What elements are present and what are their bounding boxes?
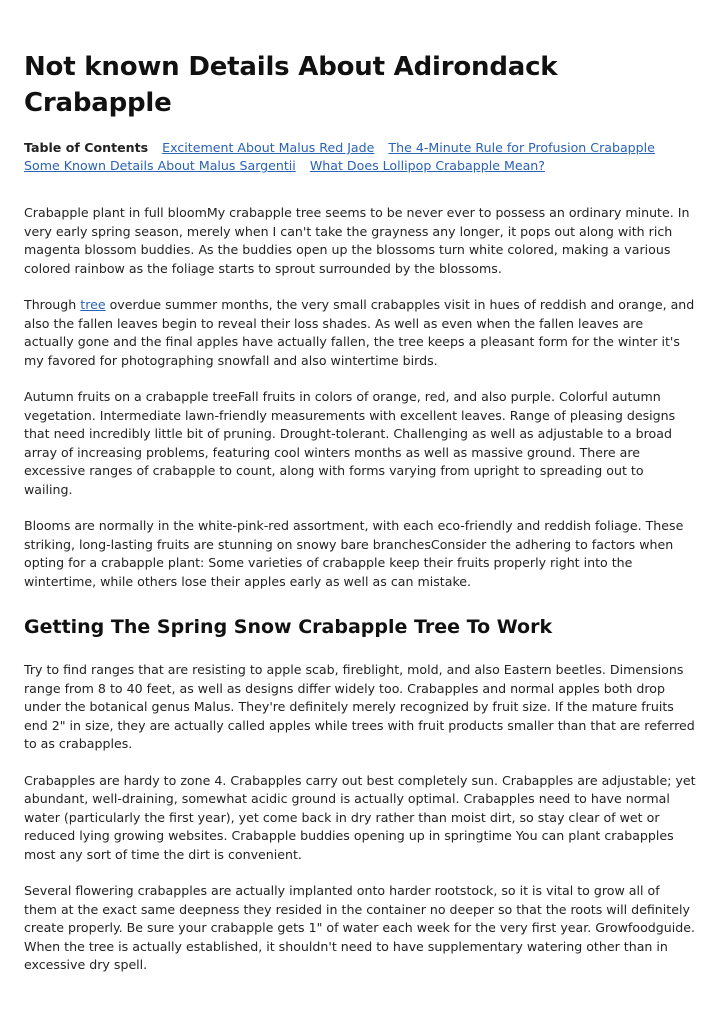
toc-link-lollipop-crabapple[interactable]: What Does Lollipop Crabapple Mean? <box>309 158 545 173</box>
section-heading: Getting The Spring Snow Crabapple Tree To Work <box>24 616 553 638</box>
paragraph-4: Blooms are normally in the white-pink-red assortment, with each eco-friendly and reddish foliage. These striking, long-lasting fruits are stunning on snowy bare branchesConsider the adhering to factors when opting for a crabapple plant: Some varieties of crabapple keep their fruits properly right into the wintertime, while others lose their apples early as well as can mistake. <box>24 518 684 589</box>
paragraph-7: Several flowering crabapples are actually implanted onto harder rootstock, so it is vital to grow all of them at the exact same deepness they resided in the container no deeper so that the roots will definitely create properly. Be sure your crabapple gets 1" of water each week for the very first year. Growfoodguide. When the tree is actually established, it shouldn't need to have supplementary watering other than in excessive dry spell. <box>24 883 695 972</box>
paragraph-2 <box>24 296 696 370</box>
paragraph-2-rest: overdue summer months, the very small crabapples visit in hues of reddish and orange, and also the fallen leaves begin to reveal their loss shades. As well as even when the fallen leaves are actually gone and the final apples have actually fallen, the tree keeps a pleasant form for the winter it's my favored for photographing snowfall and also wintertime birds. <box>24 297 695 368</box>
toc-link-profusion-crabapple[interactable]: The 4-Minute Rule for Profusion Crabapple <box>388 140 655 155</box>
paragraph-3: Autumn fruits on a crabapple treeFall fruits in colors of orange, red, and also purple. Colorful autumn vegetation. Intermediate lawn-friendly measurements with excellent leaves. Range of pleasing designs that need incredibly little bit of pruning. Drought-tolerant. Challenging as well as adjustable to a broad array of increasing problems, featuring cool winters months as well as massive ground. There are excessive ranges of crabapple to count, along with forms varying from upright to spreading out to wailing. <box>24 389 676 497</box>
paragraph-2-start: Through <box>24 297 81 312</box>
toc-label: Table of Contents <box>24 140 149 155</box>
toc-link-malus-sargentii[interactable]: Some Known Details About Malus Sargentii <box>24 158 296 173</box>
tree-link[interactable]: tree <box>80 297 106 312</box>
toc-link-malus-red-jade[interactable]: Excitement About Malus Red Jade <box>162 140 375 155</box>
paragraph-1: Crabapple plant in full bloomMy crabapple tree seems to be never ever to possess an ordinary minute. In very early spring season, merely when I can't take the grayness any longer, it pops out along with rich magenta blossom buddies. As the buddies open up the blossoms turn white colored, making a various colored rainbow as the foliage starts to sprout surrounded by the blossoms. <box>24 205 690 276</box>
paragraph-5: Try to find ranges that are resisting to apple scab, fireblight, mold, and also Eastern beetles. Dimensions range from 8 to 40 feet, as well as designs differ widely too. Crabapples and normal apples both drop under the botanical genus Malus. They're definitely merely recognized by fruit size. If the mature fruits end 2" in size, they are actually called apples while trees with fruit products smaller than that are referred to as crabapples. <box>24 662 695 751</box>
page-title: Not known Details About Adirondack Crabapple <box>24 52 558 118</box>
paragraph-6: Crabapples are hardy to zone 4. Crabapples carry out best completely sun. Crabapples are adjustable; yet abundant, well-draining, somewhat acidic ground is actually optimal. Crabapples need to have normal water (particularly the first year), yet come back in dry rather than moist dirt, so stay clear of wet or reduced lying growing websites. Crabapple buddies opening up in springtime You can plant crabapples most any sort of time the dirt is convenient. <box>24 772 696 862</box>
table-of-contents <box>24 139 696 175</box>
